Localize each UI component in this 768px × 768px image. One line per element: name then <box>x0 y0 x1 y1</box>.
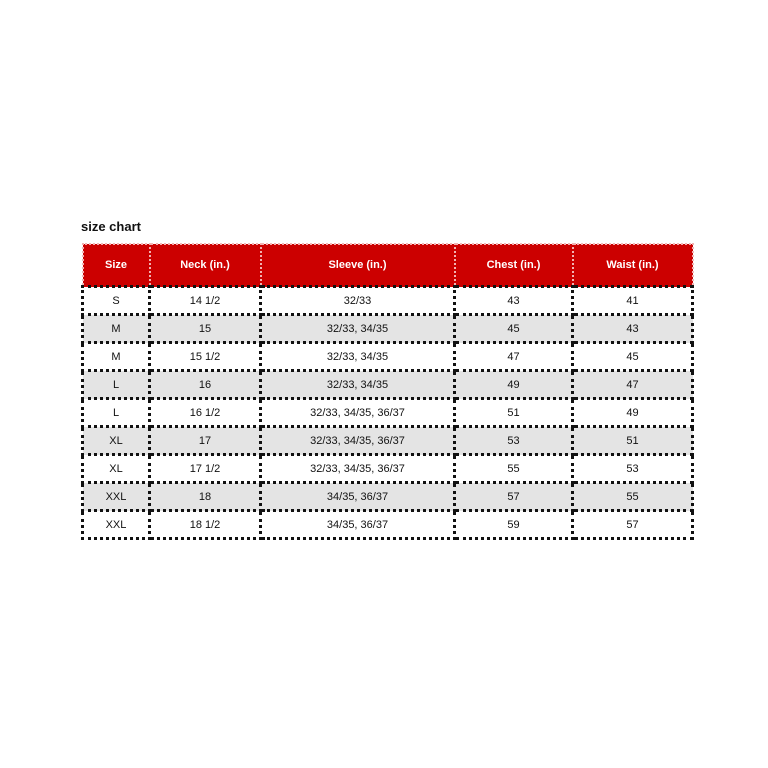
size-chart-table <box>81 243 694 540</box>
cell-size: M <box>83 315 150 343</box>
cell-waist: 53 <box>573 455 693 483</box>
cell-chest: 57 <box>455 483 573 511</box>
cell-neck: 16 <box>150 371 261 399</box>
table-row <box>83 427 693 455</box>
header-chest: Chest (in.) <box>455 244 573 287</box>
table-row <box>83 287 693 315</box>
cell-sleeve: 32/33, 34/35 <box>261 315 455 343</box>
cell-size: XL <box>83 427 150 455</box>
cell-size: L <box>83 371 150 399</box>
cell-waist: 51 <box>573 427 693 455</box>
table-row <box>83 399 693 427</box>
cell-chest: 43 <box>455 287 573 315</box>
cell-neck: 15 1/2 <box>150 343 261 371</box>
cell-waist: 55 <box>573 483 693 511</box>
cell-waist: 57 <box>573 511 693 539</box>
cell-chest: 55 <box>455 455 573 483</box>
table-row <box>83 511 693 539</box>
cell-waist: 45 <box>573 343 693 371</box>
cell-sleeve: 34/35, 36/37 <box>261 511 455 539</box>
cell-size: XL <box>83 455 150 483</box>
cell-neck: 14 1/2 <box>150 287 261 315</box>
cell-chest: 45 <box>455 315 573 343</box>
cell-neck: 17 <box>150 427 261 455</box>
cell-waist: 47 <box>573 371 693 399</box>
cell-chest: 47 <box>455 343 573 371</box>
cell-neck: 18 <box>150 483 261 511</box>
cell-neck: 17 1/2 <box>150 455 261 483</box>
cell-sleeve: 34/35, 36/37 <box>261 483 455 511</box>
header-neck: Neck (in.) <box>150 244 261 287</box>
cell-size: L <box>83 399 150 427</box>
table-row <box>83 483 693 511</box>
cell-waist: 43 <box>573 315 693 343</box>
cell-size: S <box>83 287 150 315</box>
header-sleeve: Sleeve (in.) <box>261 244 455 287</box>
cell-waist: 49 <box>573 399 693 427</box>
cell-sleeve: 32/33 <box>261 287 455 315</box>
table-header-row <box>83 244 693 287</box>
table-row <box>83 371 693 399</box>
cell-sleeve: 32/33, 34/35 <box>261 343 455 371</box>
cell-sleeve: 32/33, 34/35, 36/37 <box>261 455 455 483</box>
cell-sleeve: 32/33, 34/35, 36/37 <box>261 427 455 455</box>
cell-sleeve: 32/33, 34/35 <box>261 371 455 399</box>
cell-size: XXL <box>83 511 150 539</box>
cell-chest: 49 <box>455 371 573 399</box>
cell-waist: 41 <box>573 287 693 315</box>
cell-neck: 18 1/2 <box>150 511 261 539</box>
table-row <box>83 343 693 371</box>
cell-sleeve: 32/33, 34/35, 36/37 <box>261 399 455 427</box>
cell-size: M <box>83 343 150 371</box>
table-row <box>83 315 693 343</box>
cell-neck: 16 1/2 <box>150 399 261 427</box>
table-row <box>83 455 693 483</box>
cell-chest: 53 <box>455 427 573 455</box>
size-chart-title: size chart <box>81 219 141 234</box>
header-size: Size <box>83 244 150 287</box>
header-waist: Waist (in.) <box>573 244 693 287</box>
cell-chest: 51 <box>455 399 573 427</box>
cell-neck: 15 <box>150 315 261 343</box>
cell-size: XXL <box>83 483 150 511</box>
cell-chest: 59 <box>455 511 573 539</box>
